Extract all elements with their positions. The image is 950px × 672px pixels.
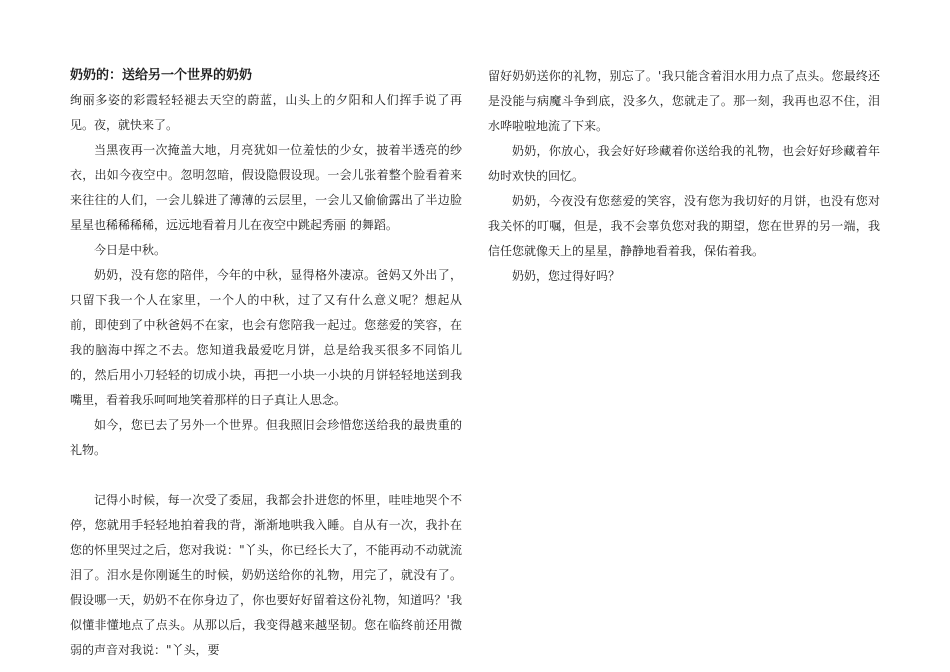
paragraph-4: 奶奶，没有您的陪伴，今年的中秋，显得格外凄凉。爸妈又外出了，只留下我一个人在家里，一个人的中秋，过了又有什么意义呢？想起从前，即使到了中秋爸妈不在家，也会有您陪我一起过。您慈爱的笑容，在我的脑海中挥之不去。您知道我最爱吃月饼，总是给我买很多不同馅儿的，然后用小刀轻轻的切成小块，再把一小块一小块的月饼轻轻地送到我嘴里，看着我乐呵呵地笑着那样的日子真让人思念。 [70,268,462,407]
paragraph-9: 奶奶，今夜没有您慈爱的笑容，没有您为我切好的月饼，也没有您对我关怀的叮嘱，但是，我不会辜负您对我的期望，您在世界的另一端，我信任您就像天上的星星，静静地看着我，保佑着我。 [488,194,880,258]
paragraph-6: 记得小时候，每一次受了委屈，我都会扑进您的怀里，哇哇地哭个不停，您就用手轻轻地拍着我的背，渐渐地哄我入睡。自从有一次，我扑在您的怀里哭过之后，您对我说："丫头，你已经长大了，不能再动不动就流泪了。泪水是你刚诞生的时候，奶奶送给你的礼物，用完了，就没有了。假设哪一天，奶奶不在你身边了，你也要好好留着这份礼物，知道吗？'我似懂非懂地点了点头。从那以后，我变得越来越坚韧。您在临终前还用微弱的声音对我说："丫头，要 [70,493,462,657]
paragraph-10: 奶奶，您过得好吗？ [512,269,621,283]
paragraph-5: 如今，您已去了另外一个世界。但我照旧会珍惜您送给我的最贵重的礼物。 [70,418,462,457]
right-column [488,64,880,289]
paragraph-gap [70,463,462,488]
paragraph-3: 今日是中秋。 [94,243,167,257]
left-column [70,64,462,663]
paragraph-2: 当黑夜再一次掩盖大地，月亮犹如一位羞怯的少女，披着半透亮的纱衣，出如今夜空中。忽明忽暗，假设隐假设现。一会儿张着整个脸看着来来往往的人们，一会儿躲进了薄薄的云层里，一会儿又偷偷露出了半边脸星星也稀稀稀稀，远远地看着月儿在夜空中跳起秀丽 的舞蹈。 [70,143,462,232]
document-title: 奶奶的：送给另一个世界的奶奶 [70,68,253,83]
paragraph-8: 奶奶，你放心，我会好好珍藏着你送给我的礼物，也会好好珍藏着年幼时欢快的回忆。 [488,144,880,183]
paragraph-7: 留好奶奶送你的礼物，别忘了。'我只能含着泪水用力点了点头。您最终还是没能与病魔斗争到底，没多久，您就走了。那一刻，我再也忍不住，泪水哗啦啦地流了下来。 [488,69,880,133]
paragraph-1: 绚丽多姿的彩霞轻轻褪去天空的蔚蓝，山头上的夕阳和人们挥手说了再见。夜，就快来了。 [70,93,462,132]
